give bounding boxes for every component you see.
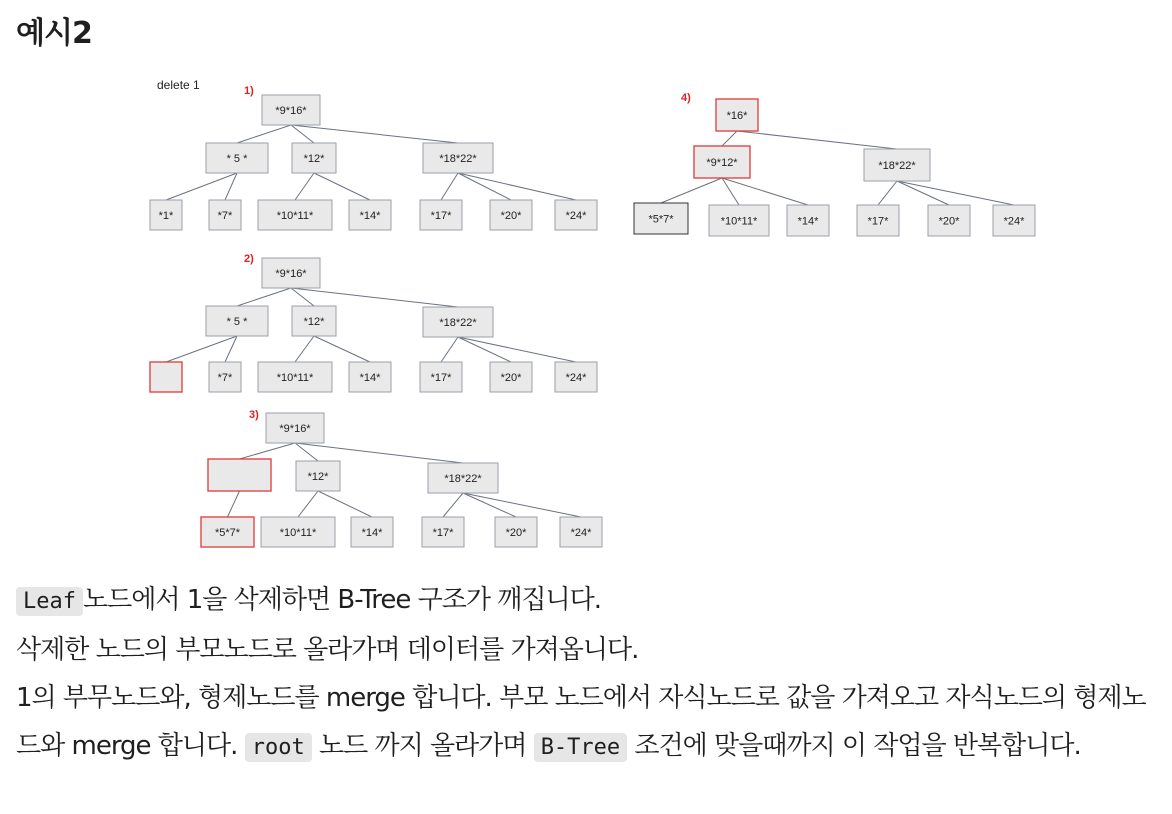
tree-edge bbox=[237, 288, 291, 306]
node-label: *18*22* bbox=[878, 160, 916, 172]
inline-code-btree: B-Tree bbox=[534, 733, 627, 762]
tree-node bbox=[928, 205, 970, 236]
tree-node bbox=[428, 463, 498, 493]
paragraph-line-2: 삭제한 노드의 부모노드로 올라가며 데이터를 가져옵니다. bbox=[16, 635, 639, 665]
line-3-text-c: 조건에 맞을때까지 이 작업을 반복합니다. bbox=[627, 731, 1081, 761]
tree-edge bbox=[458, 337, 576, 362]
tree-edge bbox=[897, 181, 949, 205]
tree-node bbox=[201, 517, 254, 547]
node-label: *20* bbox=[505, 527, 527, 539]
node-label: *5*7* bbox=[648, 213, 674, 226]
node-box bbox=[150, 362, 182, 392]
tree-edge bbox=[318, 491, 372, 517]
tree-node bbox=[864, 149, 930, 181]
node-label: *18*22* bbox=[444, 473, 482, 485]
tree-panel-2 bbox=[150, 253, 597, 392]
node-label: *17* bbox=[432, 527, 454, 539]
step-label: 3) bbox=[249, 409, 259, 421]
node-label: *12* bbox=[303, 316, 325, 328]
tree-edge bbox=[298, 491, 318, 517]
node-label: *12* bbox=[307, 471, 329, 483]
tree-edge bbox=[295, 336, 314, 362]
line-3-text-b: 노드 까지 올라가며 bbox=[311, 731, 534, 761]
node-label: *17* bbox=[867, 215, 889, 228]
tree-node bbox=[857, 205, 899, 236]
tree-node bbox=[349, 200, 391, 230]
paragraph-line-1 bbox=[16, 576, 1156, 626]
tree-node bbox=[351, 517, 393, 547]
tree-node bbox=[206, 143, 268, 173]
node-label: * 5 * bbox=[226, 153, 248, 165]
node-label: *9*16* bbox=[275, 268, 307, 280]
tree-edge bbox=[463, 493, 581, 517]
tree-node bbox=[490, 200, 532, 230]
node-label: *17* bbox=[430, 210, 452, 222]
tree-edge bbox=[463, 493, 516, 517]
tree-edge bbox=[737, 131, 897, 149]
tree-node bbox=[420, 200, 462, 230]
tree-edge bbox=[291, 288, 458, 307]
description bbox=[16, 576, 1156, 772]
tree-edge bbox=[722, 131, 737, 146]
step-label: 4) bbox=[681, 92, 691, 104]
inline-code-leaf: Leaf bbox=[16, 587, 83, 616]
tree-node bbox=[262, 95, 320, 125]
node-label: *20* bbox=[500, 210, 522, 222]
node-label: *18*22* bbox=[439, 153, 477, 165]
tree-edge bbox=[458, 173, 511, 200]
tree-edge bbox=[661, 178, 722, 203]
tree-node bbox=[709, 205, 769, 236]
tree-edge bbox=[314, 336, 370, 362]
tree-node bbox=[423, 307, 493, 337]
node-label: *10*11* bbox=[720, 215, 758, 228]
node-box bbox=[208, 459, 271, 491]
node-label: *14* bbox=[361, 527, 383, 539]
node-label: *9*12* bbox=[706, 157, 738, 169]
tree-node bbox=[266, 413, 324, 443]
tree-node bbox=[787, 205, 829, 236]
tree-node bbox=[150, 200, 182, 230]
node-label: *20* bbox=[500, 372, 522, 384]
node-label: *14* bbox=[359, 372, 381, 384]
tree-node bbox=[262, 258, 320, 288]
node-label: *16* bbox=[726, 110, 748, 122]
tree-edge bbox=[458, 173, 576, 200]
tree-edge bbox=[722, 178, 808, 205]
tree-edge bbox=[443, 493, 463, 517]
tree-node bbox=[634, 203, 688, 234]
tree-node bbox=[292, 306, 336, 336]
node-label: *10*11* bbox=[276, 210, 314, 222]
tree-node bbox=[555, 200, 597, 230]
tree-edge bbox=[878, 181, 897, 205]
step-label: 1) bbox=[244, 85, 254, 97]
node-label: * 5 * bbox=[226, 316, 248, 328]
page-heading: 예시2 bbox=[16, 16, 92, 51]
tree-edge bbox=[291, 125, 314, 143]
tree-node bbox=[555, 362, 597, 392]
node-label: *24* bbox=[1003, 215, 1025, 228]
node-label: *24* bbox=[565, 372, 587, 384]
node-label: *10*11* bbox=[276, 372, 314, 384]
tree-node bbox=[206, 306, 268, 336]
tree-edge bbox=[240, 443, 296, 459]
tree-node bbox=[296, 461, 340, 491]
step-label: 2) bbox=[244, 253, 254, 265]
tree-edge bbox=[295, 443, 463, 463]
node-label: *24* bbox=[570, 527, 592, 539]
diagram-caption: delete 1 bbox=[157, 78, 200, 92]
tree-node bbox=[209, 362, 241, 392]
tree-node bbox=[993, 205, 1035, 236]
node-label: *9*16* bbox=[279, 423, 311, 435]
node-label: *20* bbox=[938, 215, 960, 228]
line-1-text: 노드에서 1을 삭제하면 B-Tree 구조가 깨집니다. bbox=[82, 585, 601, 615]
tree-edge bbox=[441, 173, 458, 200]
tree-node bbox=[349, 362, 391, 392]
tree-edge bbox=[441, 337, 458, 362]
tree-node bbox=[150, 362, 182, 392]
tree-panel-4 bbox=[634, 92, 1035, 236]
tree-node bbox=[292, 143, 336, 173]
tree-node bbox=[490, 362, 532, 392]
tree-edge bbox=[228, 491, 240, 517]
paragraph-line-3 bbox=[16, 674, 1156, 772]
tree-node bbox=[258, 362, 332, 392]
tree-edge bbox=[314, 173, 370, 200]
tree-edge bbox=[291, 125, 458, 143]
tree-node bbox=[560, 517, 602, 547]
node-label: *17* bbox=[430, 372, 452, 384]
tree-panel-1 bbox=[150, 85, 597, 230]
tree-node bbox=[208, 459, 271, 491]
node-label: *5*7* bbox=[214, 527, 241, 539]
tree-node bbox=[209, 200, 241, 230]
tree-node bbox=[422, 517, 464, 547]
tree-node bbox=[694, 146, 750, 178]
tree-edge bbox=[237, 125, 291, 143]
node-label: *14* bbox=[797, 215, 819, 228]
tree-node bbox=[420, 362, 462, 392]
tree-node bbox=[495, 517, 537, 547]
node-label: *1* bbox=[158, 210, 174, 222]
node-label: *12* bbox=[303, 153, 325, 165]
node-label: *18*22* bbox=[439, 317, 477, 329]
tree-edge bbox=[295, 173, 314, 200]
tree-node bbox=[261, 517, 335, 547]
node-label: *14* bbox=[359, 210, 381, 222]
tree-node bbox=[423, 143, 493, 173]
tree-node bbox=[716, 99, 758, 131]
line-3-text-a: 1의 부무노드와, 형제노드를 merge 합니다. 부모 노드에서 자식노드로 값을 가져오고 자식노드의 형제노드와 merge 합니다. bbox=[16, 683, 1146, 761]
node-label: *24* bbox=[565, 210, 587, 222]
node-label: *7* bbox=[217, 372, 233, 384]
tree-edge bbox=[458, 337, 511, 362]
node-label: *7* bbox=[217, 210, 233, 222]
node-label: *10*11* bbox=[279, 527, 317, 539]
inline-code-root: root bbox=[245, 733, 312, 762]
tree-node bbox=[258, 200, 332, 230]
tree-edge bbox=[897, 181, 1014, 205]
tree-panel-3 bbox=[201, 409, 602, 547]
node-label: *9*16* bbox=[275, 105, 307, 117]
